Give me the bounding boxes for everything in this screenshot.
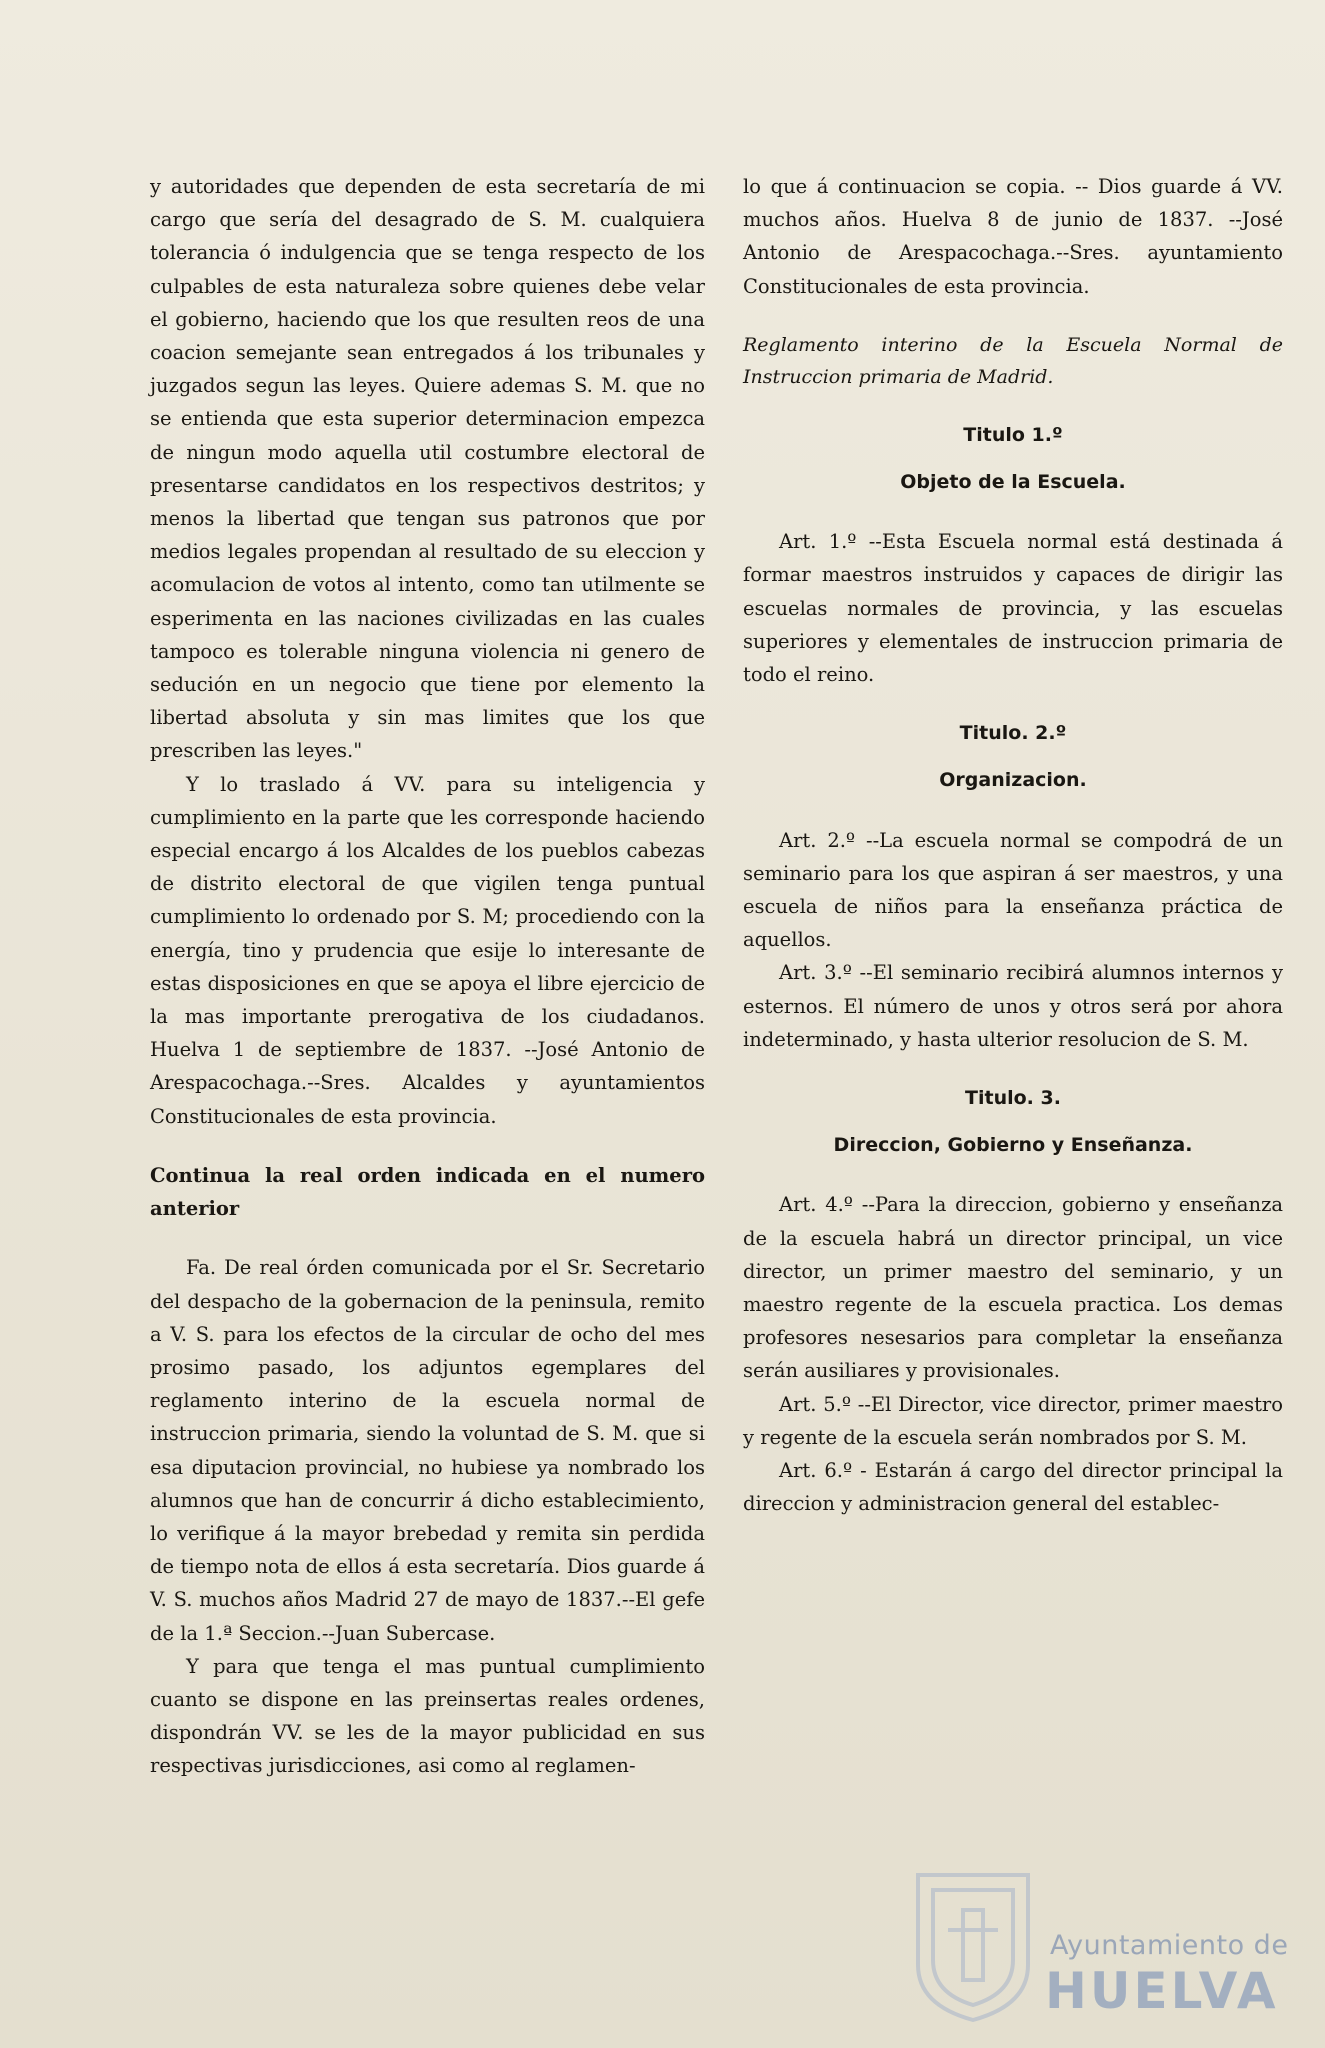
titulo-2-subtitle: Organizacion. [939,769,1087,792]
titulo-2: Titulo. 2.º [959,722,1067,745]
right-column [743,170,1283,1521]
article-3: Art. 3.º --El seminario recibirá alumnos internos y esternos. El número de unos y otros será por ahora indeterminado, y hasta ulterior resolucion de S. M. [743,961,1283,1051]
titulo-1-subtitle: Objeto de la Escuela. [900,471,1126,494]
article-4: Art. 4.º --Para la direccion, gobierno y enseñanza de la escuela habrá un director principal, un vice director, un primer maestro del seminario, y un maestro regente de la escuela practica. Los demas profesores nesesarios para completar la enseñanza serán ausiliares y provisionales. [743,1193,1283,1383]
titulo-3: Titulo. 3. [965,1087,1061,1110]
left-column [150,170,705,1783]
article-6: Art. 6.º - Estarán á cargo del director principal la direccion y administracion general del establec- [743,1459,1283,1516]
titulo-1: Titulo 1.º [963,423,1063,446]
paragraph-real-orden-continuacion: y autoridades que dependen de esta secretaría de mi cargo que sería del desagrado de S. M. cualquiera tolerancia ó indulgencia que se tenga respecto de los culpables de esta naturaleza sobre quienes debe velar el gobierno, haciendo que los que resulten reos de una coacion semejante sean entregados á los tribunales y juzgados segun las leyes. Quiere ademas S. M. que no se entienda que esta superior determinacion empezca de ningun modo aquella util costumbre electoral de presentarse candidatos en los respectivos destritos; y menos la libertad que tengan sus patronos que por medios legales propendan al resultado de su eleccion y acomulacion de votos al intento, como tan utilmente se esperimenta en las naciones civilizadas en las cuales tampoco es tolerable ninguna violencia ni genero de sedución en un negocio que tiene por elemento la libertad absoluta y sin mas limites que los que prescriben las leyes." [150,175,705,763]
paragraph-real-orden-escuela: Fa. De real órden comunicada por el Sr. Secretario del despacho de la gobernacion de la peninsula, remito a V. S. para los efectos de la circular de ocho del mes prosimo pasado, los adjuntos egemplares del reglamento interino de la escuela normal de instruccion primaria, siendo la voluntad de S. M. que si esa diputacion provincial, no hubiese ya nombrado los alumnos que han de concurrir á dicho establecimiento, lo verifique á la mayor brebedad y remita sin perdida de tiempo nota de ellos á esta secretaría. Dios guarde á V. S. muchos años Madrid 27 de mayo de 1837.--El gefe de la 1.ª Seccion.--Juan Subercase. [150,1256,705,1645]
titulo-3-subtitle: Direccion, Gobierno y Enseñanza. [833,1134,1193,1157]
rule-title: Reglamento interino de la Escuela Normal de Instruccion primaria de Madrid. [743,333,1283,388]
watermark-line-2: HUELVA [1045,1962,1279,2020]
watermark-shield-icon [908,1855,1038,2025]
article-5: Art. 5.º --El Director, vice director, primer maestro y regente de la escuela serán nombrados por S. M. [743,1392,1283,1449]
paragraph-opening: lo que á continuacion se copia. -- Dios guarde á VV. muchos años. Huelva 8 de junio de 1837. --José Antonio de Arespacochaga.--Sres. ayuntamiento Constitucionales de esta provincia. [743,175,1283,298]
article-1: Art. 1.º --Esta Escuela normal está destinada á formar maestros instruidos y capaces de dirigir las escuelas normales de provincia, y las escuelas superiores y elementales de instruccion primaria de todo el reino. [743,530,1283,687]
watermark-line-1: Ayuntamiento de [1050,1930,1289,1961]
section-heading-continua: Continua la real orden indicada en el numero anterior [150,1163,705,1221]
paragraph-publicidad: Y para que tenga el mas puntual cumplimiento cuanto se dispone en las preinsertas reales ordenes, dispondrán VV. se les de la mayor publicidad en sus respectivas jurisdicciones, asi como al reglamen- [150,1654,705,1778]
paragraph-traslado: Y lo traslado á VV. para su inteligencia y cumplimiento en la parte que les corresponde haciendo especial encargo á los Alcaldes de los pueblos cabezas de distrito electoral de que vigilen tenga puntual cumplimiento lo ordenado por S. M; procediendo con la energía, tino y prudencia que esije lo interesante de estas disposiciones en que se apoya el libre ejercicio de la mas importante prerogativa de los ciudadanos. Huelva 1 de septiembre de 1837. --José Antonio de Arespacochaga.--Sres. Alcaldes y ayuntamientos Constitucionales de esta provincia. [150,772,705,1128]
article-2: Art. 2.º --La escuela normal se compodrá de un seminario para los que aspiran á ser maestros, y una escuela de niños para la enseñanza práctica de aquellos. [743,828,1283,952]
